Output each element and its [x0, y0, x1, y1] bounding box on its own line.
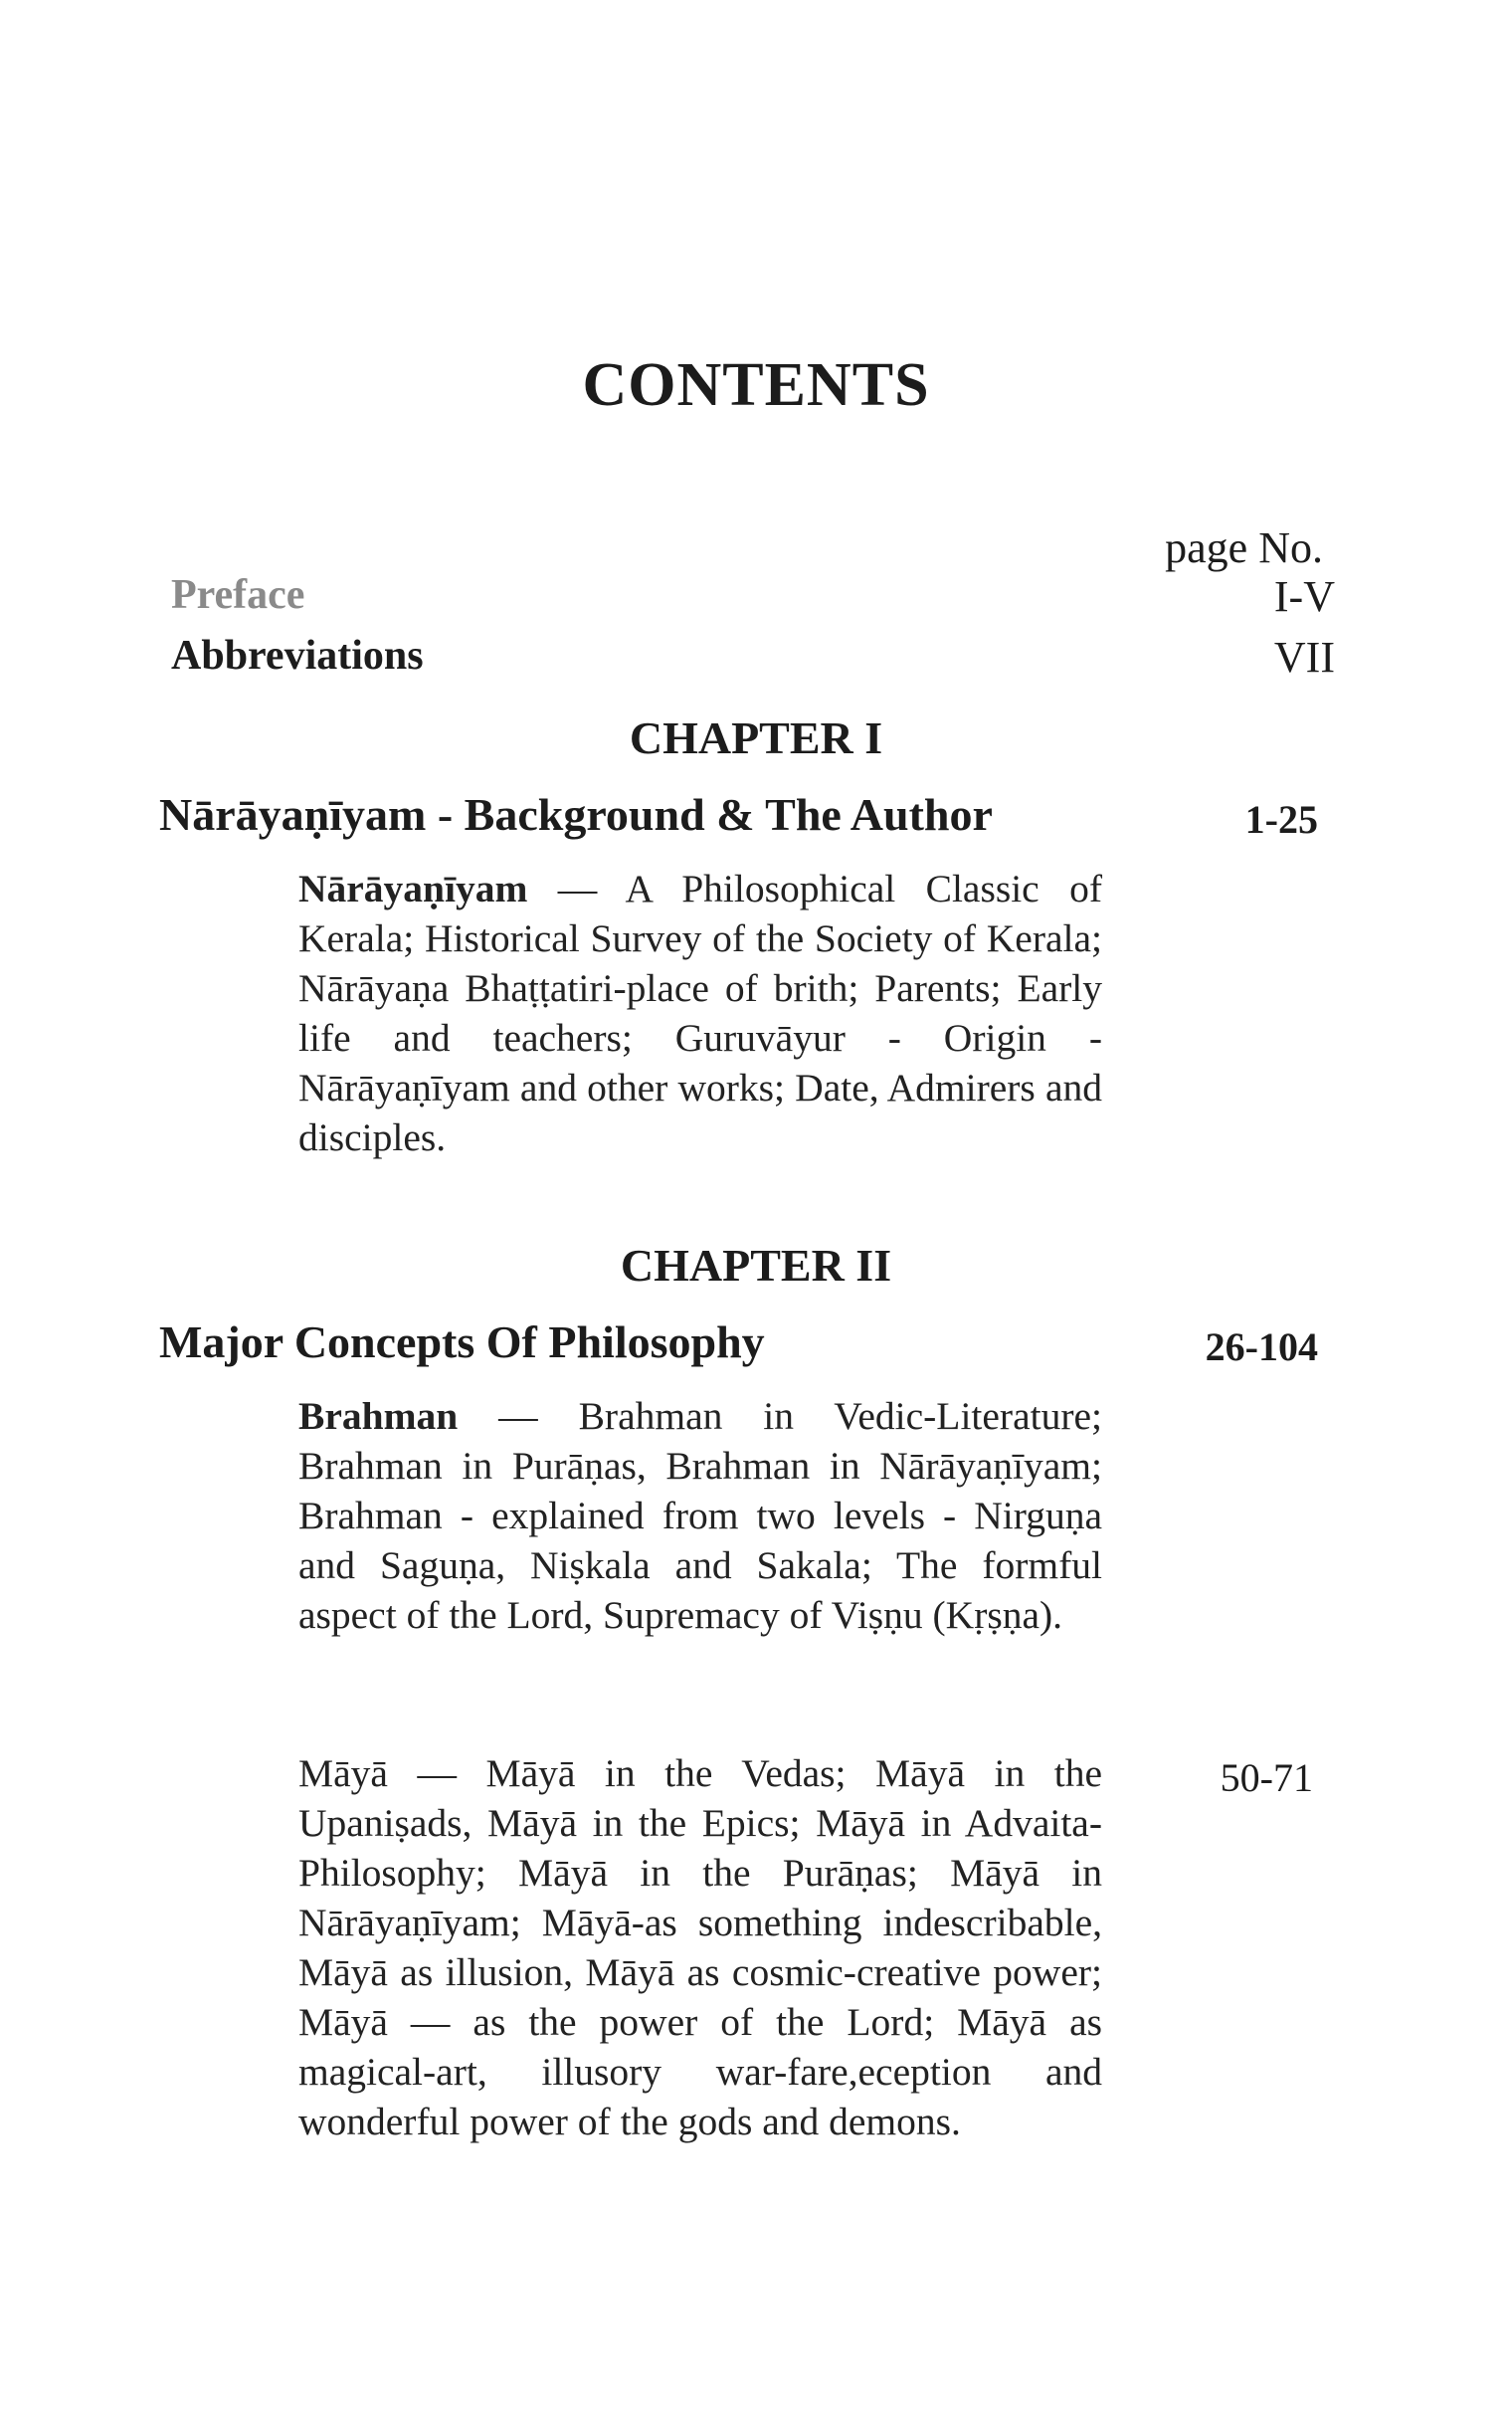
entry-page-range: 50-71 — [1220, 1755, 1313, 1800]
front-matter-abbreviations — [171, 632, 1335, 680]
entry-text: Māyā — Māyā in the Vedas; Māyā in the Upaniṣads, Māyā in the Epics; Māyā in Advaita-Philosophy; Māyā in the Purāṇas; Māyā in Nārāyaṇīyam; Māyā-as something indescribable, Māyā as illusion, Māyā as cosmic-creative power; Māyā — as the power of the Lord; Māyā as magical-art, illusory war-fare,eception and wonderful power of the gods and demons. — [298, 1751, 1102, 2143]
chapter-description — [298, 864, 1102, 1162]
entry-text: — A Philosophical Classic of Kerala; Historical Survey of the Society of Kerala; Nārāyaṇa Bhaṭṭatiri-place of brith; Parents; Early life and teachers; Guruvāyur - Origin - Nārāyaṇīyam and other works; Date, Admirers and disciples. — [298, 867, 1102, 1159]
front-matter-page: I-V — [1273, 572, 1335, 621]
page-title: CONTENTS — [582, 351, 930, 419]
front-matter-preface — [171, 571, 1335, 619]
chapter-heading: CHAPTER II — [620, 1240, 892, 1291]
front-matter-label: Preface — [171, 572, 305, 618]
entry-text: — Brahman in Vedic-Literature; Brahman in Purāṇas, Brahman in Nārāyaṇīyam; Brahman - explained from two levels - Nirguṇa and Saguṇa, Niṣkala and Sakala; The formful aspect of the Lord, Supremacy of Viṣṇu (Kṛṣṇa). — [298, 1394, 1102, 1637]
front-matter-label: Abbreviations — [171, 633, 424, 679]
front-matter-page: VII — [1273, 633, 1335, 682]
chapter-heading: CHAPTER I — [629, 712, 883, 763]
page-number-header: page No. — [1165, 523, 1323, 572]
chapter-title: Major Concepts Of Philosophy — [159, 1316, 765, 1367]
entry-lead: Nārāyaṇīyam — [298, 867, 528, 910]
chapter-page-range: 26-104 — [1205, 1324, 1318, 1369]
chapter-description — [298, 1748, 1102, 2146]
chapter-title: Nārāyaṇīyam - Background & The Author — [159, 789, 993, 840]
chapter-page-range: 1-25 — [1244, 797, 1318, 842]
chapter-description — [298, 1391, 1102, 1640]
entry-lead: Brahman — [298, 1394, 459, 1438]
